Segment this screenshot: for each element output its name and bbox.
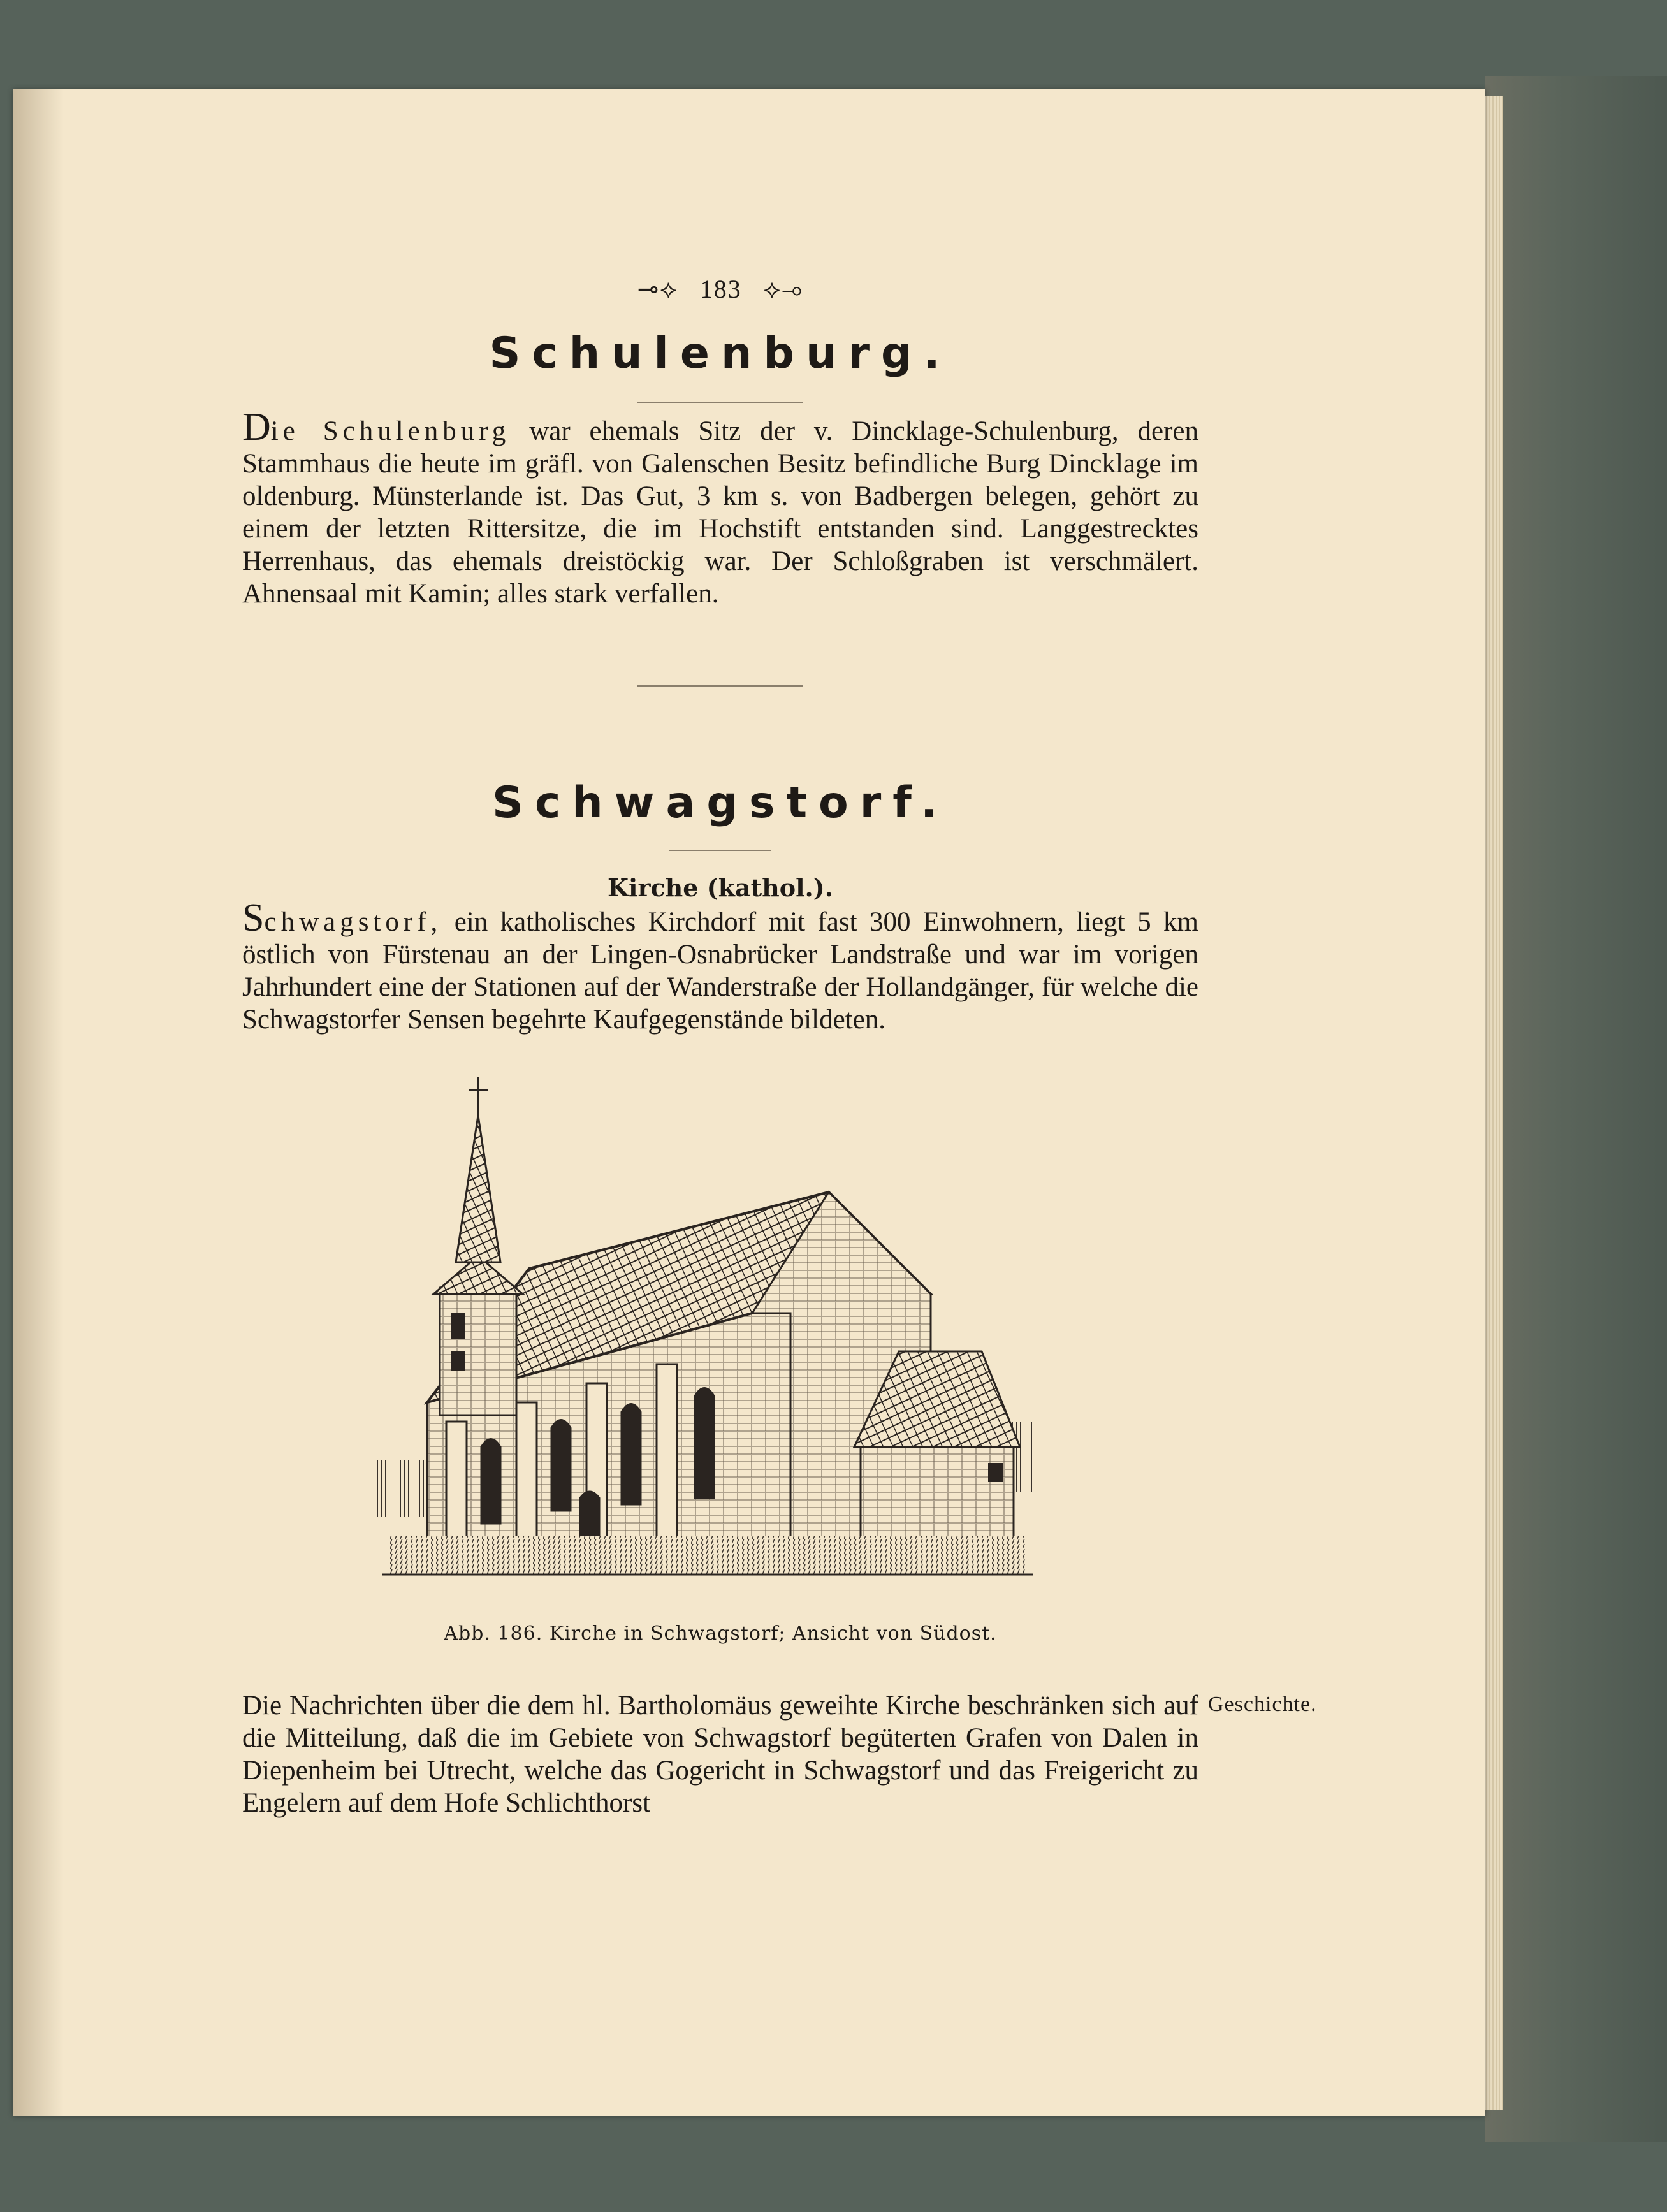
lead-word: ie Schulenburg [270, 416, 511, 446]
margin-note: Geschichte. [1208, 1692, 1317, 1716]
dropcap: D [242, 405, 271, 449]
figure-caption: Abb. 186. Kirche in Schwagstorf; Ansicht von Südost. [444, 1622, 997, 1645]
paragraph-schwagstorf [242, 896, 1198, 1036]
page-number-line [625, 274, 816, 304]
gutter-shadow [13, 89, 64, 2116]
ornament-left: ⊸⟡ [637, 275, 678, 303]
page-number: 183 [699, 275, 742, 303]
lead-word: chwagstorf, [264, 907, 442, 937]
book-binding [1485, 76, 1667, 2142]
dropcap: S [242, 896, 265, 940]
paragraph-text: ein katholisches Kirchdorf mit fast 300 Einwohnern, liegt 5 km östlich von Fürstenau an der Lingen-Osnabrücker Landstraße und war im vorigen Jahrhundert eine der Stationen auf der Wanderstraße der Hollandgänger, für welche die Schwagstorfer Sensen begehrte Kaufgegenstände bildeten. [242, 907, 1198, 1035]
paragraph-geschichte: Die Nachrichten über die dem hl. Bartholomäus geweihte Kirche beschränken sich auf die Mitteilung, daß die im Gebiete von Schwagstorf begüterten Grafen von Dalen in Diepenheim bei Utrecht, welche das Gogericht in Schwagstorf und das Freigericht zu Engelern auf dem Hofe Schlichthorst [242, 1691, 1198, 1818]
section-title-schwagstorf: Schwagstorf. [491, 778, 949, 828]
section-divider [637, 685, 803, 687]
section-title-schulenburg: Schulenburg. [489, 328, 952, 379]
title-rule [637, 402, 803, 403]
church-illustration [370, 1065, 1071, 1594]
subsection-title: Kirche (kathol.). [608, 873, 833, 902]
paragraph-text: war ehemals Sitz der v. Dincklage-Schulenburg, deren Stammhaus die heute im gräfl. von Galenschen Besitz befindliche Burg Dincklage im oldenburg. Münsterlande ist. Das Gut, 3 km s. von Badbergen belegen, gehört zu einem der letzten Rittersitze, die im Hochstift entstanden sind. Langgestrecktes Herrenhaus, das ehemals dreistöckig war. Der Schloßgraben ist verschmälert. Ahnensaal mit Kamin; alles stark verfallen. [242, 416, 1199, 609]
ornament-right: ⟡⊸ [763, 275, 804, 303]
title-rule [669, 850, 771, 851]
paragraph-schulenburg [242, 405, 1199, 610]
